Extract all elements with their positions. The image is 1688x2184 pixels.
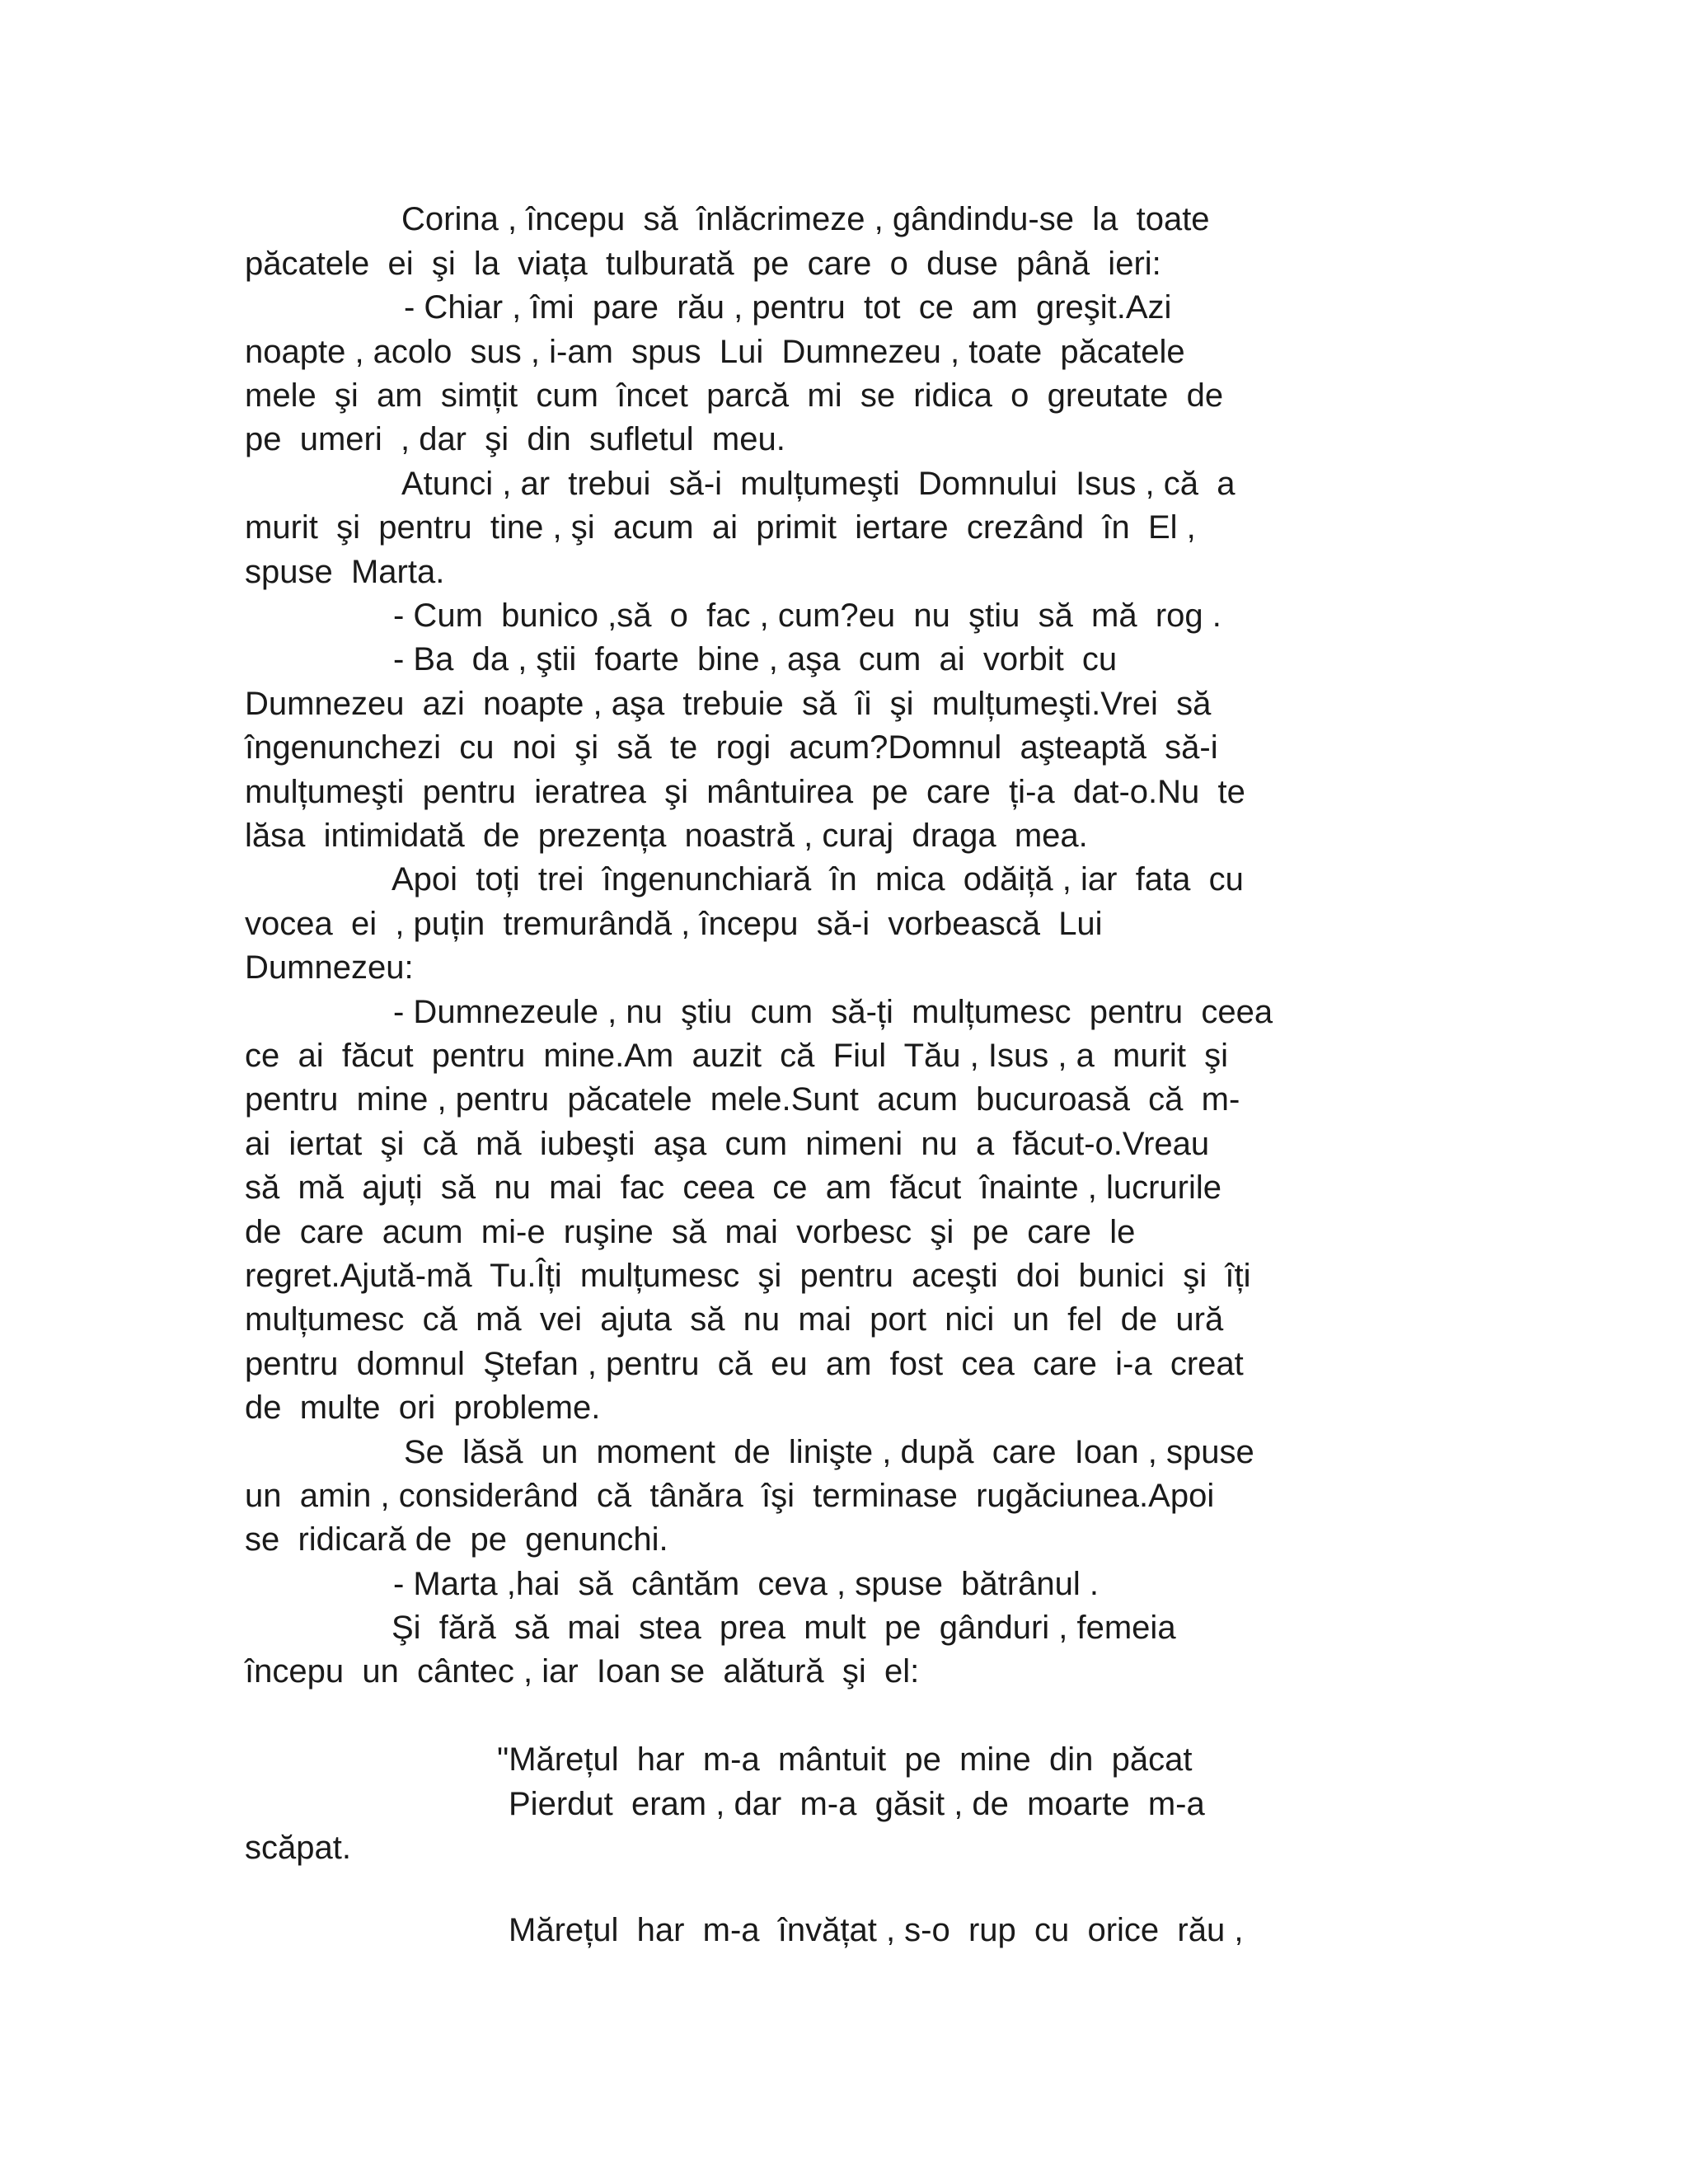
text-line: noapte , acolo sus , i-am spus Lui Dumnezeu , toate păcatele bbox=[245, 334, 1185, 370]
text-line: Se lăsă un moment de linişte , după care Ioan , spuse bbox=[404, 1434, 1254, 1470]
text-line: Atunci , ar trebui să-i mulțumeşti Domnului Isus , că a bbox=[401, 466, 1236, 502]
dialogue-line: - Marta ,hai să cântăm ceva , spuse bătrânul . bbox=[393, 1566, 1099, 1602]
text-line: lăsa intimidată de prezența noastră , curaj draga mea. bbox=[245, 818, 1088, 854]
text-line: de care acum mi-e ruşine să mai vorbesc şi pe care le bbox=[245, 1214, 1136, 1250]
text-line: se ridicară de pe genunchi. bbox=[245, 1521, 668, 1558]
text-line: vocea ei , puțin tremurândă , începu să-i vorbească Lui bbox=[245, 906, 1103, 942]
text-line: Corina , începu să înlăcrimeze , gândindu-se la toate bbox=[401, 201, 1210, 237]
text-line: să mă ajuți să nu mai fac ceea ce am făcut înainte , lucrurile bbox=[245, 1169, 1221, 1206]
dialogue-line: - Ba da , ştii foarte bine , aşa cum ai vorbit cu bbox=[393, 641, 1118, 677]
text-line: spuse Marta. bbox=[245, 554, 445, 590]
text-line: ce ai făcut pentru mine.Am auzit că Fiul Tău , Isus , a murit şi bbox=[245, 1038, 1229, 1074]
dialogue-line: - Chiar , îmi pare rău , pentru tot ce am greşit.Azi bbox=[404, 289, 1172, 326]
dialogue-line: - Cum bunico ,să o fac , cum?eu nu ştiu să mă rog . bbox=[393, 598, 1221, 634]
verse-line: "Mărețul har m-a mântuit pe mine din păcat bbox=[497, 1741, 1193, 1778]
text-line: începu un cântec , iar Ioan se alătură şi el: bbox=[245, 1653, 920, 1690]
verse-line: scăpat. bbox=[245, 1830, 351, 1866]
text-line: Dumnezeu azi noapte , aşa trebuie să îi şi mulțumeşti.Vrei să bbox=[245, 686, 1212, 722]
text-line: îngenunchezi cu noi şi să te rogi acum?Domnul aşteaptă să-i bbox=[245, 729, 1218, 766]
text-line: Dumnezeu: bbox=[245, 949, 414, 986]
text-line: mulțumeşti pentru ieratrea şi mântuirea pe care ți-a dat-o.Nu te bbox=[245, 774, 1245, 810]
text-line: păcatele ei şi la viața tulburată pe care o duse până ieri: bbox=[245, 246, 1161, 282]
text-line: mele şi am simțit cum încet parcă mi se ridica o greutate de bbox=[245, 377, 1224, 414]
text-line: ai iertat şi că mă iubeşti aşa cum nimeni nu a făcut-o.Vreau bbox=[245, 1126, 1210, 1162]
text-line: pentru mine , pentru păcatele mele.Sunt acum bucuroasă că m- bbox=[245, 1081, 1240, 1118]
text-line: Şi fără să mai stea prea mult pe gânduri , femeia bbox=[392, 1610, 1176, 1646]
dialogue-line: - Dumnezeule , nu ştiu cum să-ți mulțumesc pentru ceea bbox=[393, 994, 1273, 1030]
text-line: regret.Ajută-mă Tu.Îți mulțumesc şi pentru aceşti doi bunici şi îți bbox=[245, 1258, 1251, 1294]
text-line: mulțumesc că mă vei ajuta să nu mai port nici un fel de ură bbox=[245, 1301, 1224, 1338]
verse-line: Pierdut eram , dar m-a găsit , de moarte m-a bbox=[509, 1786, 1205, 1822]
text-line: pe umeri , dar şi din sufletul meu. bbox=[245, 421, 785, 457]
verse-line: Mărețul har m-a învățat , s-o rup cu orice rău , bbox=[509, 1912, 1244, 1948]
text-line: un amin , considerând că tânăra îşi terminase rugăciunea.Apoi bbox=[245, 1478, 1215, 1514]
text-line: Apoi toți trei îngenunchiară în mica odăiță , iar fata cu bbox=[392, 861, 1244, 898]
text-line: de multe ori probleme. bbox=[245, 1390, 601, 1426]
text-line: pentru domnul Ştefan , pentru că eu am fost cea care i-a creat bbox=[245, 1346, 1244, 1382]
text-line: murit şi pentru tine , şi acum ai primit iertare crezând în El , bbox=[245, 509, 1196, 546]
